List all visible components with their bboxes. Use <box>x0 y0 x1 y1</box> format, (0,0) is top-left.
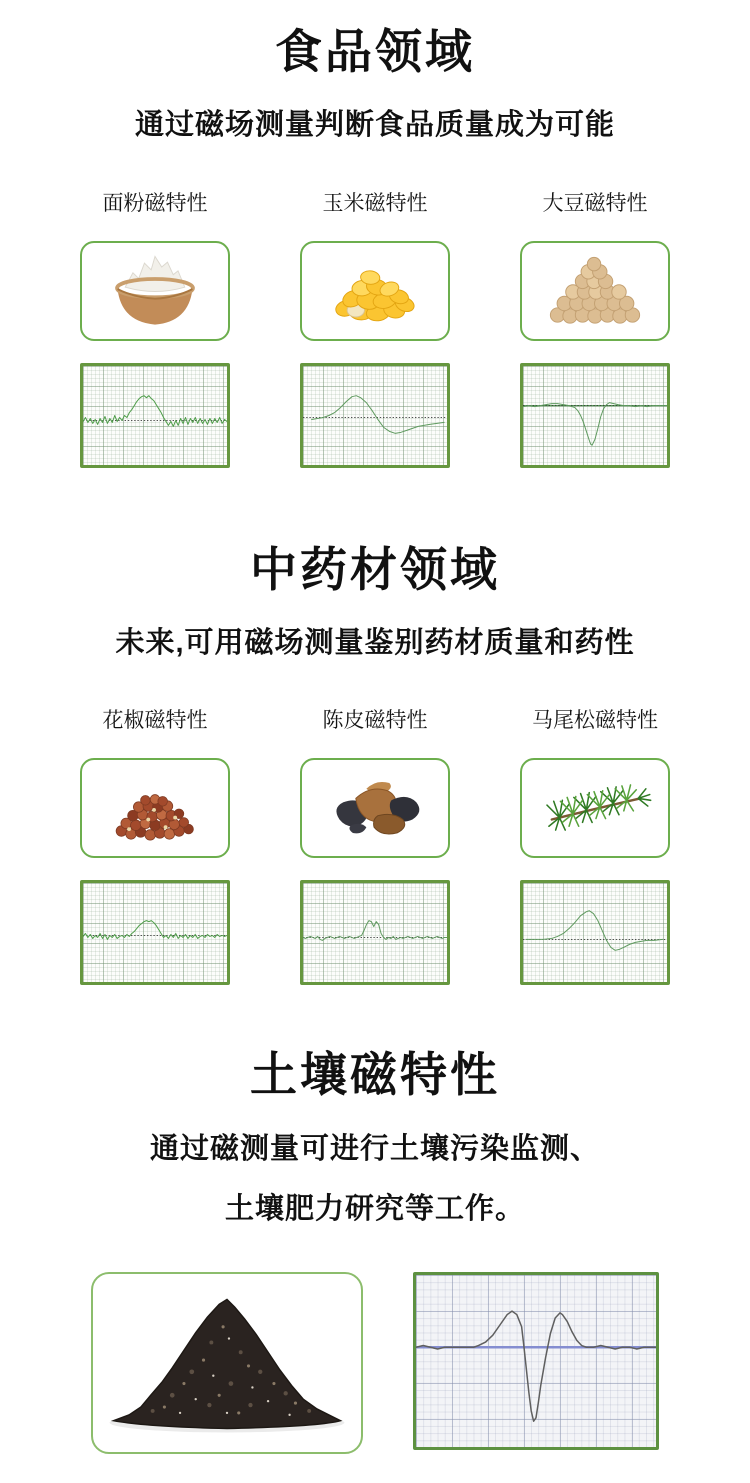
pine-label: 马尾松磁特性 <box>532 709 658 733</box>
chenpi-photo <box>300 758 450 858</box>
section-soil <box>0 1047 750 1454</box>
corn-kernels-illustration <box>302 243 448 339</box>
flour-waveform-chart <box>80 363 230 468</box>
soil-photo <box>91 1272 363 1454</box>
soil-waveform-chart <box>413 1272 659 1450</box>
chenpi-waveform-chart <box>300 880 450 985</box>
flour-photo <box>80 241 230 341</box>
corn-photo <box>300 241 450 341</box>
dried-tangerine-peel-illustration <box>302 760 448 856</box>
soil-subtitle-line2: 土壤肥力研究等工作。 <box>224 1192 525 1225</box>
masson-pine-branch-illustration <box>522 760 668 856</box>
herbs-charts-row <box>0 880 750 985</box>
chenpi-label: 陈皮磁特性 <box>322 709 428 733</box>
herbs-section-title: 中药材领域 <box>250 542 500 596</box>
food-photos-row <box>0 241 750 341</box>
pepper-waveform-chart <box>80 880 230 985</box>
pine-waveform-chart <box>520 880 670 985</box>
sichuan-pepper-illustration <box>82 760 228 856</box>
pine-photo <box>520 758 670 858</box>
corn-waveform-chart <box>300 363 450 468</box>
soil-row <box>0 1272 750 1454</box>
food-labels-row <box>0 187 750 217</box>
soil-section-title: 土壤磁特性 <box>250 1048 500 1102</box>
soil-subtitle-line1: 通过磁测量可进行土壤污染监测、 <box>149 1132 600 1165</box>
pepper-label: 花椒磁特性 <box>102 709 208 733</box>
soybean-label: 大豆磁特性 <box>542 191 648 215</box>
section-food <box>0 24 750 468</box>
herbs-section-subtitle: 未来,可用磁场测量鉴别药材质量和药性 <box>115 627 635 659</box>
soybean-waveform-chart <box>520 363 670 468</box>
flour-label: 面粉磁特性 <box>102 191 208 215</box>
pepper-photo <box>80 758 230 858</box>
herbs-labels-row <box>0 704 750 734</box>
section-herbs <box>0 542 750 986</box>
soil-pile-illustration <box>93 1274 361 1452</box>
soybeans-pile-illustration <box>522 243 668 339</box>
flour-in-wooden-bowl-illustration <box>82 243 228 339</box>
soybean-photo <box>520 241 670 341</box>
herbs-photos-row <box>0 758 750 858</box>
food-section-title: 食品领域 <box>275 25 475 78</box>
corn-label: 玉米磁特性 <box>322 191 428 215</box>
food-section-subtitle: 通过磁场测量判断食品质量成为可能 <box>134 109 615 142</box>
food-charts-row <box>0 363 750 468</box>
